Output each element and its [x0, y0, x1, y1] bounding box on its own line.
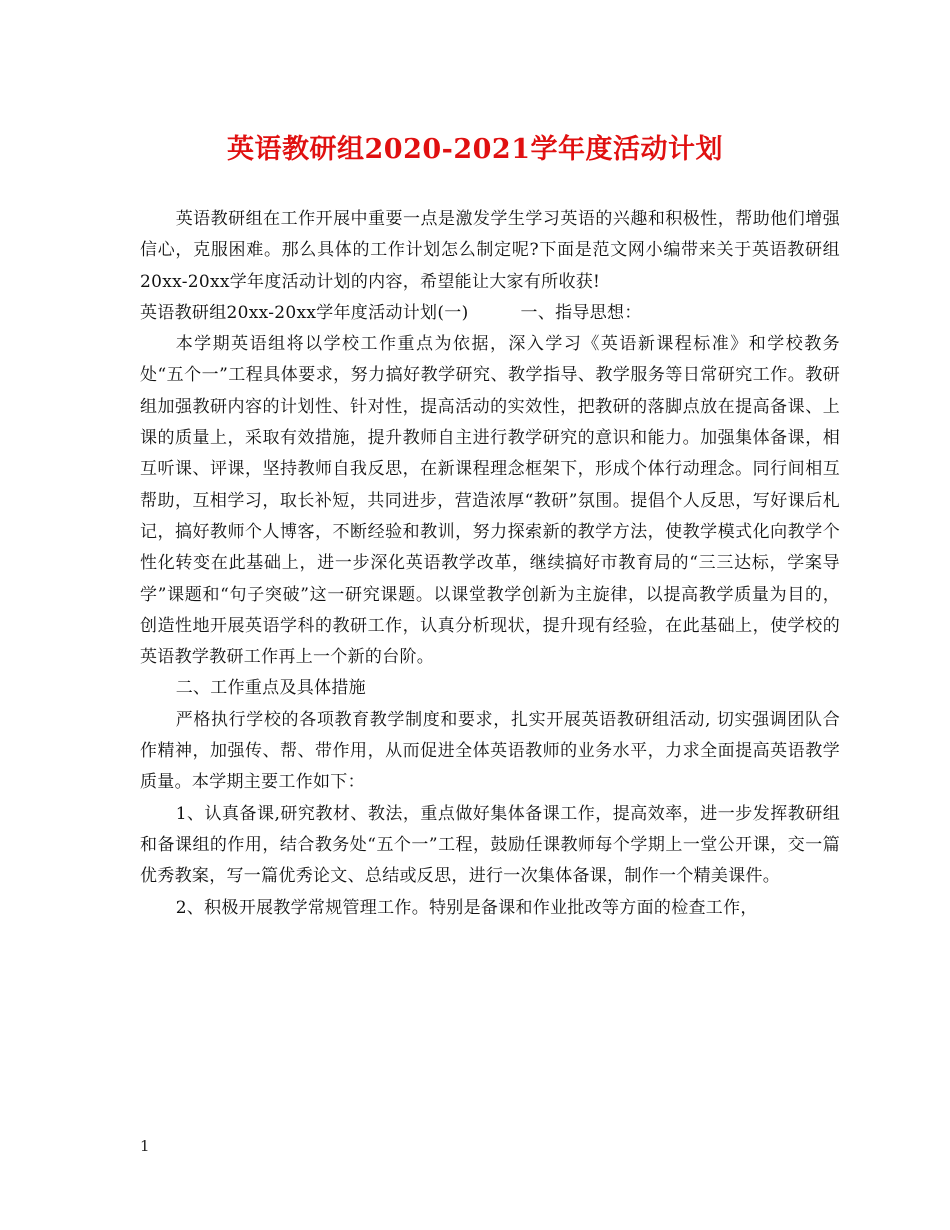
heading-guiding-thought: 一、指导思想：: [520, 302, 642, 323]
heading-work-focus: 二、工作重点及具体措施: [175, 678, 366, 699]
document-body: [140, 204, 840, 924]
work-item-2: 2、积极开展教学常规管理工作。特别是备课和作业批改等方面的检查工作，: [175, 897, 758, 918]
page-number: 1: [140, 1137, 150, 1155]
intro-paragraph: 英语教研组在工作开展中重要一点是激发学生学习英语的兴趣和积极性，帮助他们增强信心，克服困难。那么具体的工作计划怎么制定呢?下面是范文网小编带来关于英语教研组20xx-20xx学年度活动计划的内容，希望能让大家有所收获!: [140, 209, 840, 292]
section-title: 英语教研组20xx-20xx学年度活动计划(一): [140, 302, 469, 323]
work-item-1: 1、认真备课,研究教材、教法，重点做好集体备课工作，提高效率，进一步发挥教研组和备课组的作用，结合教务处“五个一”工程，鼓励任课教师每个学期上一堂公开课，交一篇优秀教案，写一篇优秀论文、总结或反思，进行一次集体备课，制作一个精美课件。: [140, 803, 840, 887]
section-title-line: [140, 298, 840, 329]
work-focus-paragraph: 严格执行学校的各项教育教学制度和要求，扎实开展英语教研组活动, 切实强调团队合作精神，加强传、帮、带作用，从而促进全体英语教师的业务水平，力求全面提高英语教学质量。本学期主要工作如下：: [140, 709, 840, 793]
document-title: 英语教研组2020-2021学年度活动计划: [227, 134, 723, 165]
guiding-thought-paragraph: 本学期英语组将以学校工作重点为依据，深入学习《英语新课程标准》和学校教务处“五个一”工程具体要求，努力搞好教学研究、教学指导、教学服务等日常研究工作。教研组加强教研内容的计划性、针对性，提高活动的实效性，把教研的落脚点放在提高备课、上课的质量上，采取有效措施，提升教师自主进行教学研究的意识和能力。加强集体备课，相互听课、评课，坚持教师自我反思，在新课程理念框架下，形成个体行动理念。同行间相互帮助，互相学习，取长补短，共同进步，营造浓厚“教研”氛围。提倡个人反思，写好课后札记，搞好教师个人博客，不断经验和教训，努力探索新的教学方法，使教学模式化向教学个性化转变在此基础上，进一步深化英语教学改革，继续搞好市教育局的“三三达标，学案导学”课题和“句子突破”这一研究课题。以课堂教学创新为主旋律，以提高教学质量为目的，创造性地开展英语学科的教研工作，认真分析现状，提升现有经验，在此基础上，使学校的英语教学教研工作再上一个新的台阶。: [140, 334, 840, 668]
